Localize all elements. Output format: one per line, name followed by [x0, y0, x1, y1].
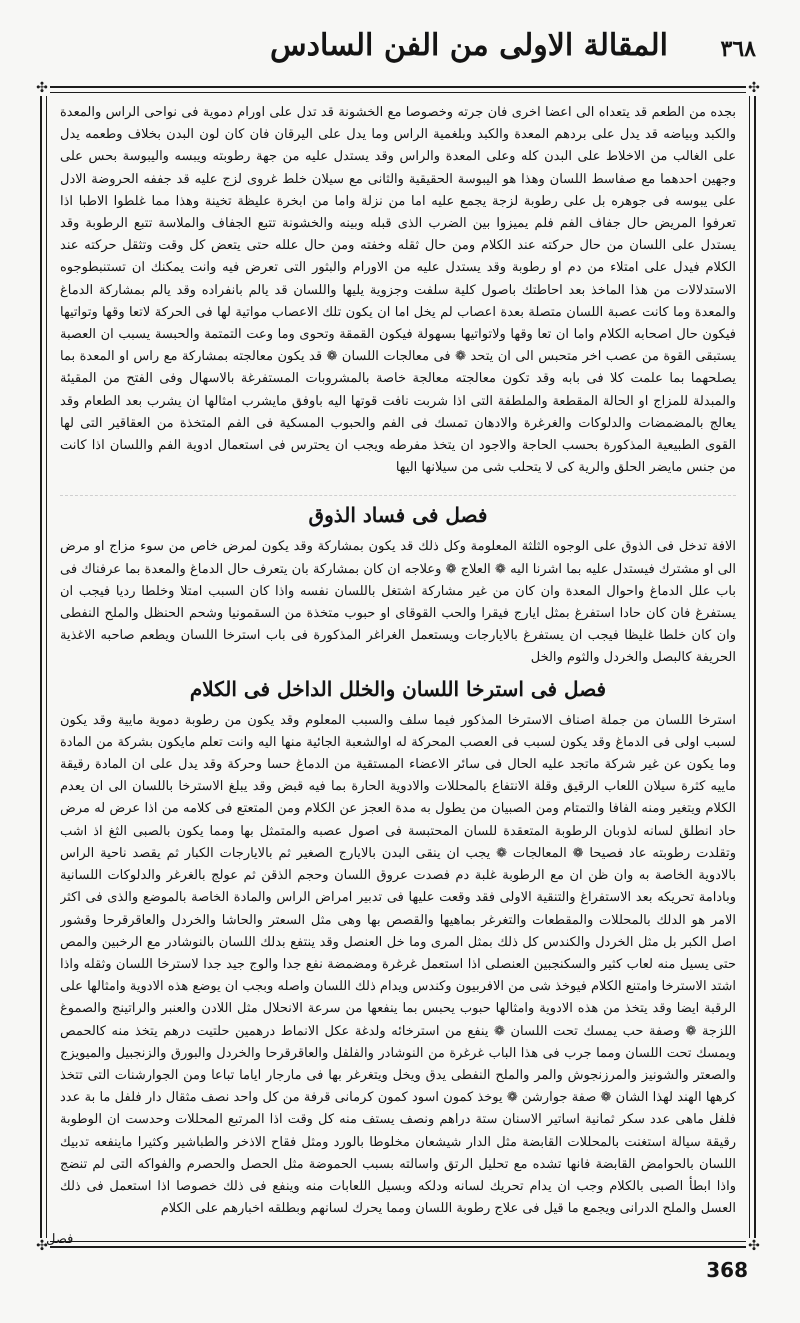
- section-heading-taste: فصل فى فساد الذوق: [308, 503, 488, 528]
- paragraph-tongue-diagnosis: بجده من الطعم قد يتعداه الى اعضا اخرى فان جرته وخصوصا مع الخشونة قد تدل على اورام دموية فى نواحى الراس والمعدة والكبد وبياضه قد يدل على بردهم المعدة والكبد وبلغمية الراس وما يدل على اليرقان فان كان لون البدن بخلاف وطعمه يدل على الغالب من الاخلاط على البدن كله وعلى المعدة والراس وقد يستدل عليه من جهة رطوبته ويبسه واليبوسة بحس على وجهين احدهما مع صفاسط اللسان وهذا هو اليبوسة الحقيقية والثانى مع سيلان خلط غروى لزج عليه قد جففه الحروضة الادل على يبوسه فى جوهره بل على رطوبة لزجة يجمع عليه اما من نزلة واما من ابخرة عليظة تخينة وهذا مما غلطوا الاطبا اذا تعرفوا المريض حال جفاف الفم فلم يميزوا بين الضرب الذى قبله وبينه والخشونة تتبع الجفاف والملاسة تتبع الرطوبة وقد يستدل على اللسان من حال حركته عند الكلام ومن حال ثقله وخفته ومن حال علله حتى يتعض كل وقت وتثقل حركته عند الكلام فيدل على امتلاء من دم او رطوبة وقد يستدل عليه من الاورام والبثور التى تعرض فيه وانت يمكنك ان تستنبطوجوه الاستدلالات من هذا الماخذ بعد احاطتك باصول كلية سلفت وجزوية يليها واللسان قد يالم بانفراده وقد يالم بمشاركة الدماغ والمعدة وما كانت عصبة اللسان متصلة بعدة اعصاب لم يخل اما ان يكون تلك الاعصاب مواتية لها فى الحركة لاتعا وقها وتواتيها فيكون حال اصحابه الكلام واما ان تعا وقها ولاتواتيها بسهولة فيكون القمقة وتحوى وما وعت التمتمة والحبسة يسبب ان العصبة يستبقى القوة من عصب اخر متحبس الى ان يتحد ❁ فى معالجات اللسان ❁ قد يكون معالجته بمشاركة مع راس او المعدة بما يصلحهما بما علمت كلا فى بابه وقد تكون معالجته معالجة خاصة بالمشروبات المستفرغة بالاسهال وفى الفتح من المقيئة والمبدلة للمزاج او الحالة المقطعة والملطفة التى اذا شربت نافت قوتها اليه باوفق مايشرب امثالها ان يشرب بعد الطعام وقد يعالج بالمضمضات والدلوكات والغرغرة والادهان تمسك فى الفم والحبوب المسكية فى الفم المتخذة من العقاقير التى لها القوى الطبيعية المذكورة بحسب الحاجة والاجود ان يتخذ مفرطه ويجب ان يحترس فى استعمال ادوية الفم واللسان اذا كانت من جنس مايضر الحلق والرية كى لا يتحلب شى من سيلانها اليها: [60, 105, 736, 476]
- corner-ornament-icon: ✣: [34, 1238, 50, 1254]
- text-body: [60, 102, 736, 1230]
- catchword: فصل: [46, 1232, 74, 1247]
- running-header: [40, 22, 760, 80]
- corner-ornament-icon: ✣: [34, 80, 50, 96]
- bleed-through-line: [60, 481, 736, 496]
- page-title: المقالة الاولى من الفن السادس: [270, 28, 668, 63]
- paragraph-tongue-paralysis: استرخا اللسان من جملة اصناف الاسترخا المذكور فيما سلف والسبب المعلوم وقد يكون من رطوبة دموية مايية وقد يكون لسبب اولى فى الدماغ وقد يكون لسبب فى العصب المحركة له اوالشعبة الجائية منها اليه وانت تعلم مايكون بشركة من المادة وما يكون عن غير شركة ماتجد عليه الحال فى سائر الاعضاء المستقية من الدماغ حسا وحركة وقد يدل على ان المادة رقيقة ماييه كثرة سيلان اللعاب الرقيق وقلة الانتفاع بالمحللات والادوية الحارة بما فيه قبض وقد يبلغ الاسترخا باللسان الى ان يعدم الكلام ويتغير ومنه الفافا والتمتام ومن الصبيان من يطول به مدة العجز عن الكلام ومن المتعتع فى كلامه من اذا عرض له مرض حاد انطلق لسانه لذوبان الرطوبة المتعقدة للسان المحتبسة فى اصول عصبه والمتمثل بها ومما يكون بالصبى الثغ اذ اشب وتقلدت رطوبته عاد فصيحا ❁ المعالجات ❁ يجب ان ينقى البدن بالايارج الصغير ثم بالايارجات الكبار ثم يقصد ناحية الراس بالادوية الخاصة به وان ظن ان مع الرطوبة غلبة دم فصدت عروق اللسان وحجم الذقن ثم عولج بالغرغر والدلوكات اللسانية وبادامة تحريكه بعد الاستفراغ والتنقية الاولى فقد وقعت عليها فى تدبير امراض الراس والمادة الخاصة بالموضع والذى فى اكثر الامر هو الدلك بالمحللات والمقطعات والتغرغر بماهيها والقصص بها وهى مثل السعتر والحاشا والخردل والعاقرقرحا وقشور اصل الكبر بل مثل الخردل والكندس كل ذلك بمثل المرى وما خل العنصل وقد ينتفع بدلك اللسان بالنوشادر مع الرخبين والمص حتى يسيل منه لعاب كثير والسكنجبين العنصلى اذا استعمل غرغرة ومضمضة نفع جدا والوج جيد جدا لاسترخا اللسان وثقله واذا اشتد الاسترخا وامتنع الكلام فيوخذ شى من الافربيون وكندس ويدام ذلك اللسان واصله وبجب ان يوضع هذه الادوية وامثالها على الرقبة ايضا وقد يتخذ من هذه الادوية وامثالها حبوب يحبس بما ينفعها من سرعة الانحلال مثل اللادن والعنبر والراتينج والصموغ اللزجة ❁ وصفة حب يمسك تحت اللسان ❁ ينفع من استرخائه ولدغة عكل الانماط درهمين حلتيت درهم يتخذ منه كالحمص ويمسك تحت اللسان ومما جرب فى هذا الباب غرغرة من النوشادر والفلفل والعاقرقرحا والخردل والبورق والزنجبيل والميويزج والصعتر والشونيز والمرزنجوش والمر والملح النفطى يدق ويخل ويتغرغر بها فى مارجار اياما تباعا ومن الجوارشنات التى تتخذ كرهها الهند لهذا الشان ❁ صفة جوارشن ❁ يوخذ كمون اسود كمون كرمانى قرفة من كل واحد نصف مثقال دار فلفل ما بة عدد فلفل ماهى عدد سكر ثمانية اساتير الاسنان ستة دراهم ونصف يستف منه كل وقت اذا المرتبع المحللات وحدست ان الوطوبة رقيقة سيالة استغنت بالمحللات القابضة مثل الدار شيشعان مخلوطا بالورد ومثل فقاح الاذخر والطباشير وكثيرا ماينفعه تدبيك اللسان بالحوامض القابضة فانها تشده مع تحليل الرتق واسالته بسبب الحموضة مثل الحصل والحصرم والفواكه التى لم تنضج واذا ابطأ الصبى بالكلام وجب ان يدام تحريك لسانه ودلكه وبسيل اللعابات منه وينفع فى ذلك خصوصا اذا استعمل فى ذلك العسل والملح الدرانى ويجمع ما قيل فى علاج رطوبة اللسان ومما يحرك لسانهم وبطلقه اخبارهم على الكلام: [60, 712, 736, 1217]
- corner-ornament-icon: ✣: [746, 80, 762, 96]
- page-number-bottom: 368: [706, 1258, 748, 1282]
- text-frame: [36, 80, 760, 1254]
- corner-ornament-icon: ✣: [746, 1238, 762, 1254]
- paragraph-taste-corruption: الافة تدخل فى الذوق على الوجوه الثلثة المعلومة وكل ذلك قد يكون بمشاركة وقد يكون لمرض خاص من سوء مزاج او مرض الى او مشترك فيستدل عليه بما اشرنا اليه ❁ العلاج ❁ وعلاجه ان كان بمشاركة بان يتعرف حال الدماغ والمعدة بما عرفناك فى باب علل الدماغ واحوال المعدة وان كان من غير مشاركة اشتغل باللسان نفسه واذا كان السبب امتلا وخلطا رديا فيجب ان يستفرغ فان كان حادا استفرغ بمثل ايارج فيقرا والحب القوقاى او حبوب متخذة من السقمونيا وشحم الحنظل والملح النفطى وان كان خلطا غليظا فيجب ان يستفرغ بالايارجات ويستعمل الغراغر المذكورة فى باب استرخا اللسان ويطعم صاحبه الاغذية الحريفة كالبصل والخردل والثوم والخل: [60, 539, 736, 666]
- page-number-top: ٣٦٨: [720, 36, 756, 62]
- section-heading-tongue-paralysis: فصل فى استرخا اللسان والخلل الداخل فى الكلام: [189, 676, 607, 701]
